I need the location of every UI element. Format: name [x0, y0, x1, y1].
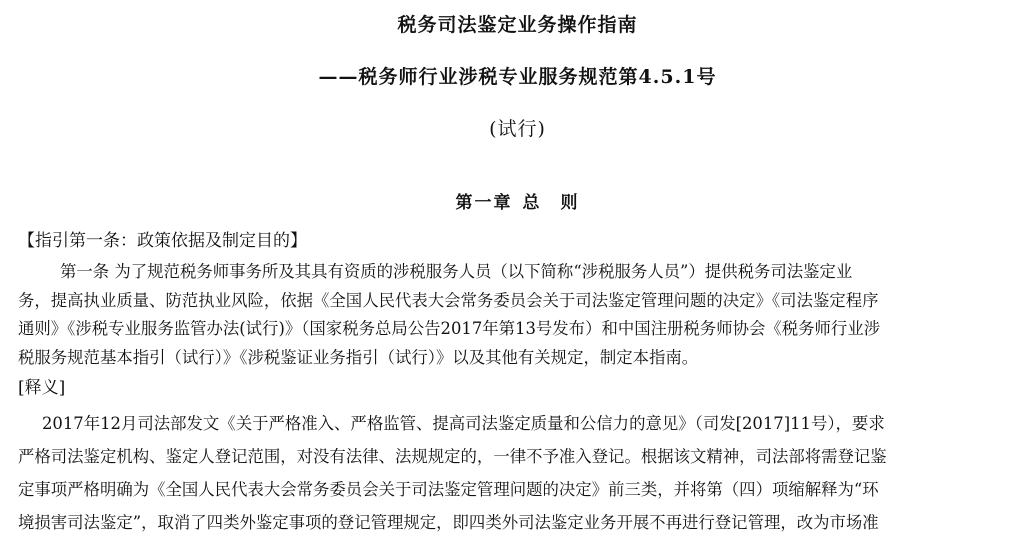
explanation-paragraph [18, 407, 1023, 539]
trial-label: (试行) [489, 118, 546, 140]
article-1-line: 通则》《涉税专业服务监管办法(试行)》（国家税务总局公告2017年第13号发布）和中国注册税务师协会《税务师行业涉 [18, 319, 881, 338]
article-1-line: 第一条 为了规范税务师事务所及其具有资质的涉税服务人员（以下简称“涉税服务人员”）提供税务司法鉴定业 [60, 262, 853, 281]
guide-heading: 【指引第一条：政策依据及制定目的】 [18, 231, 307, 251]
explanation-line: 2017年12月司法部发文《关于严格准入、严格监管、提高司法鉴定质量和公信力的意见》（司发[2017]11号），要求 [42, 414, 885, 433]
chapter-heading [0, 188, 1035, 213]
document-title: 税务司法鉴定业务操作指南 [397, 14, 638, 36]
explanation-line: 境损害司法鉴定”，取消了四类外鉴定事项的登记管理规定，即四类外司法鉴定业务开展不再进行登记管理，改为市场准 [18, 513, 879, 532]
chapter-name: 总 则 [522, 193, 580, 213]
explanation-heading: [释义] [18, 378, 66, 398]
document-subtitle: ——税务师行业涉税专业服务规范第4.5.1号 [318, 66, 717, 88]
explanation-line: 严格司法鉴定机构、鉴定人登记范围，对没有法律、法规规定的，一律不予准入登记。根据该文精神，司法部将需登记鉴 [18, 447, 887, 466]
article-1-line: 税服务规范基本指引（试行）》《涉税鉴证业务指引（试行）》以及其他有关规定，制定本指南。 [18, 347, 699, 367]
article-1-line: 务，提高执业质量、防范执业风险，依据《全国人民代表大会常务委员会关于司法鉴定管理问题的决定》《司法鉴定程序 [18, 290, 879, 310]
chapter-number: 第一章 [455, 193, 513, 213]
article-1-paragraph [18, 258, 1023, 372]
explanation-line: 定事项严格明确为《全国人民代表大会常务委员会关于司法鉴定管理问题的决定》前三类，并将第（四）项缩解释为“环 [18, 480, 879, 499]
